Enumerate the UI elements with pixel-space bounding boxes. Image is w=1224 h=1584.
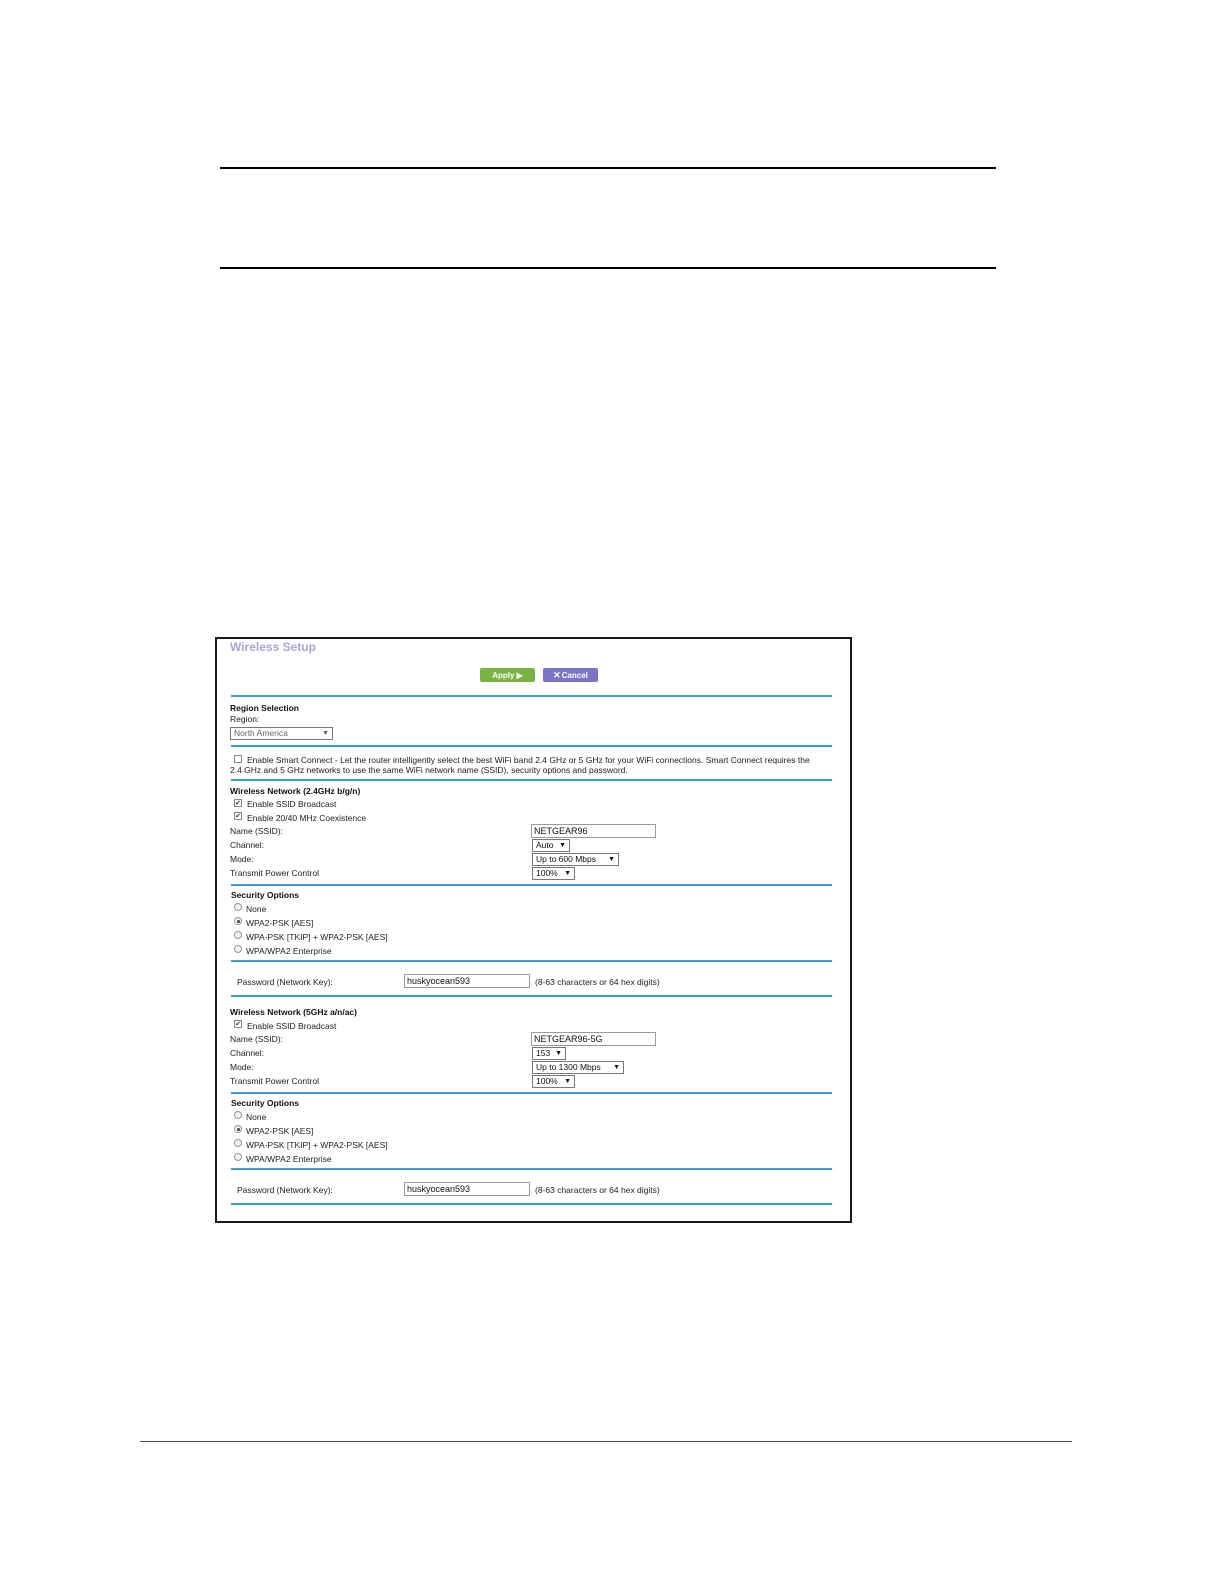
- power-24-label: Transmit Power Control: [230, 868, 319, 878]
- smart-connect-text-line2: 2.4 GHz and 5 GHz networks to use the same WiFi network name (SSID), security options and password.: [230, 765, 628, 775]
- chevron-down-icon: ▼: [322, 730, 329, 737]
- password-24-hint: (8-63 characters or 64 hex digits): [535, 977, 660, 987]
- check-icon: ✔: [235, 1021, 241, 1028]
- smart-connect-checkbox[interactable]: [234, 755, 242, 763]
- footer-divider: [140, 1441, 1072, 1442]
- security-5-radio-wpa2[interactable]: [234, 1125, 242, 1133]
- mode-5-select[interactable]: [532, 1061, 624, 1074]
- chevron-down-icon: ▼: [555, 1050, 562, 1057]
- section-separator: [231, 995, 832, 997]
- coexistence-checkbox[interactable]: [234, 812, 242, 820]
- ssid-broadcast-24-checkbox[interactable]: [234, 799, 242, 807]
- security-5-option-none: None: [246, 1112, 267, 1122]
- section-separator: [231, 695, 832, 697]
- security-24-radio-none[interactable]: [234, 903, 242, 911]
- mode-5-value: Up to 1300 Mbps: [536, 1062, 601, 1072]
- channel-24-select[interactable]: [532, 839, 570, 852]
- check-icon: ✔: [235, 800, 241, 807]
- security-5-radio-enterprise[interactable]: [234, 1153, 242, 1161]
- channel-24-label: Channel:: [230, 840, 265, 850]
- section-separator: [231, 745, 832, 747]
- mode-24-select[interactable]: [532, 853, 619, 866]
- security-5-option-enterprise: WPA/WPA2 Enterprise: [246, 1154, 332, 1164]
- cancel-button[interactable]: [543, 668, 598, 682]
- security-5-option-mixed: WPA-PSK [TKIP] + WPA2-PSK [AES]: [246, 1140, 388, 1150]
- region-select-value: North America: [234, 728, 288, 738]
- wireless-5ghz-header: Wireless Network (5GHz a/n/ac): [230, 1007, 357, 1017]
- security-5-option-wpa2: WPA2-PSK [AES]: [246, 1126, 314, 1136]
- page-title: Wireless Setup: [230, 640, 316, 654]
- password-5-input[interactable]: huskyocean593: [404, 1182, 530, 1196]
- chevron-down-icon: ▼: [559, 842, 566, 849]
- section-separator: [231, 1168, 832, 1170]
- coexistence-label: Enable 20/40 MHz Coexistence: [247, 813, 367, 823]
- power-5-value: 100%: [536, 1076, 558, 1086]
- mode-24-label: Mode:: [230, 854, 254, 864]
- security-5-header: Security Options: [231, 1098, 300, 1108]
- cancel-label: Cancel: [561, 670, 588, 680]
- chevron-down-icon: ▼: [613, 1064, 620, 1071]
- mode-5-label: Mode:: [230, 1062, 254, 1072]
- security-24-header: Security Options: [231, 890, 300, 900]
- wireless-setup-panel: [215, 637, 852, 1223]
- ssid-broadcast-5-label: Enable SSID Broadcast: [247, 1021, 337, 1031]
- security-24-radio-enterprise[interactable]: [234, 945, 242, 953]
- section-separator: [231, 884, 832, 886]
- channel-5-select[interactable]: [532, 1047, 566, 1060]
- ssid-5-input[interactable]: NETGEAR96-5G: [531, 1032, 656, 1046]
- apply-button[interactable]: Apply ▶: [480, 668, 535, 682]
- section-separator: [231, 1203, 832, 1205]
- password-5-label: Password (Network Key):: [237, 1185, 333, 1195]
- password-24-input[interactable]: huskyocean593: [404, 974, 530, 988]
- ssid-broadcast-5-checkbox[interactable]: [234, 1020, 242, 1028]
- chevron-down-icon: ▼: [564, 870, 571, 877]
- password-24-label: Password (Network Key):: [237, 977, 333, 987]
- security-24-option-wpa2: WPA2-PSK [AES]: [246, 918, 314, 928]
- power-5-select[interactable]: [532, 1075, 575, 1088]
- smart-connect-text-line1: Enable Smart Connect - Let the router intelligently select the best WiFi band 2.4 GHz or 5 GHz for your WiFi connections. Smart Connect requires the: [247, 755, 810, 765]
- security-24-radio-wpa2[interactable]: [234, 917, 242, 925]
- wireless-24ghz-header: Wireless Network (2.4GHz b/g/n): [230, 786, 361, 796]
- power-24-select[interactable]: [532, 867, 575, 880]
- mode-24-value: Up to 600 Mbps: [536, 854, 597, 864]
- note-divider: [220, 267, 996, 269]
- security-24-option-enterprise: WPA/WPA2 Enterprise: [246, 946, 332, 956]
- security-5-radio-none[interactable]: [234, 1111, 242, 1119]
- section-separator: [231, 1092, 832, 1094]
- channel-5-value: 153: [536, 1048, 551, 1058]
- ssid-5-label: Name (SSID):: [230, 1034, 283, 1044]
- ssid-24-input[interactable]: NETGEAR96: [531, 824, 656, 838]
- check-icon: ✔: [235, 813, 241, 820]
- chevron-down-icon: ▼: [564, 1078, 571, 1085]
- region-header: Region Selection: [230, 703, 299, 713]
- password-5-hint: (8-63 characters or 64 hex digits): [535, 1185, 660, 1195]
- security-24-radio-mixed[interactable]: [234, 931, 242, 939]
- close-icon: ✕: [553, 669, 561, 680]
- power-24-value: 100%: [536, 868, 558, 878]
- security-5-radio-mixed[interactable]: [234, 1139, 242, 1147]
- power-5-label: Transmit Power Control: [230, 1076, 319, 1086]
- top-divider: [220, 167, 996, 169]
- region-label: Region:: [230, 714, 260, 724]
- ssid-broadcast-24-label: Enable SSID Broadcast: [247, 799, 337, 809]
- ssid-24-label: Name (SSID):: [230, 826, 283, 836]
- security-24-option-mixed: WPA-PSK [TKIP] + WPA2-PSK [AES]: [246, 932, 388, 942]
- channel-5-label: Channel:: [230, 1048, 265, 1058]
- region-select[interactable]: [230, 727, 333, 740]
- security-24-option-none: None: [246, 904, 267, 914]
- chevron-down-icon: ▼: [608, 856, 615, 863]
- channel-24-value: Auto: [536, 840, 554, 850]
- section-separator: [231, 779, 832, 781]
- section-separator: [231, 960, 832, 962]
